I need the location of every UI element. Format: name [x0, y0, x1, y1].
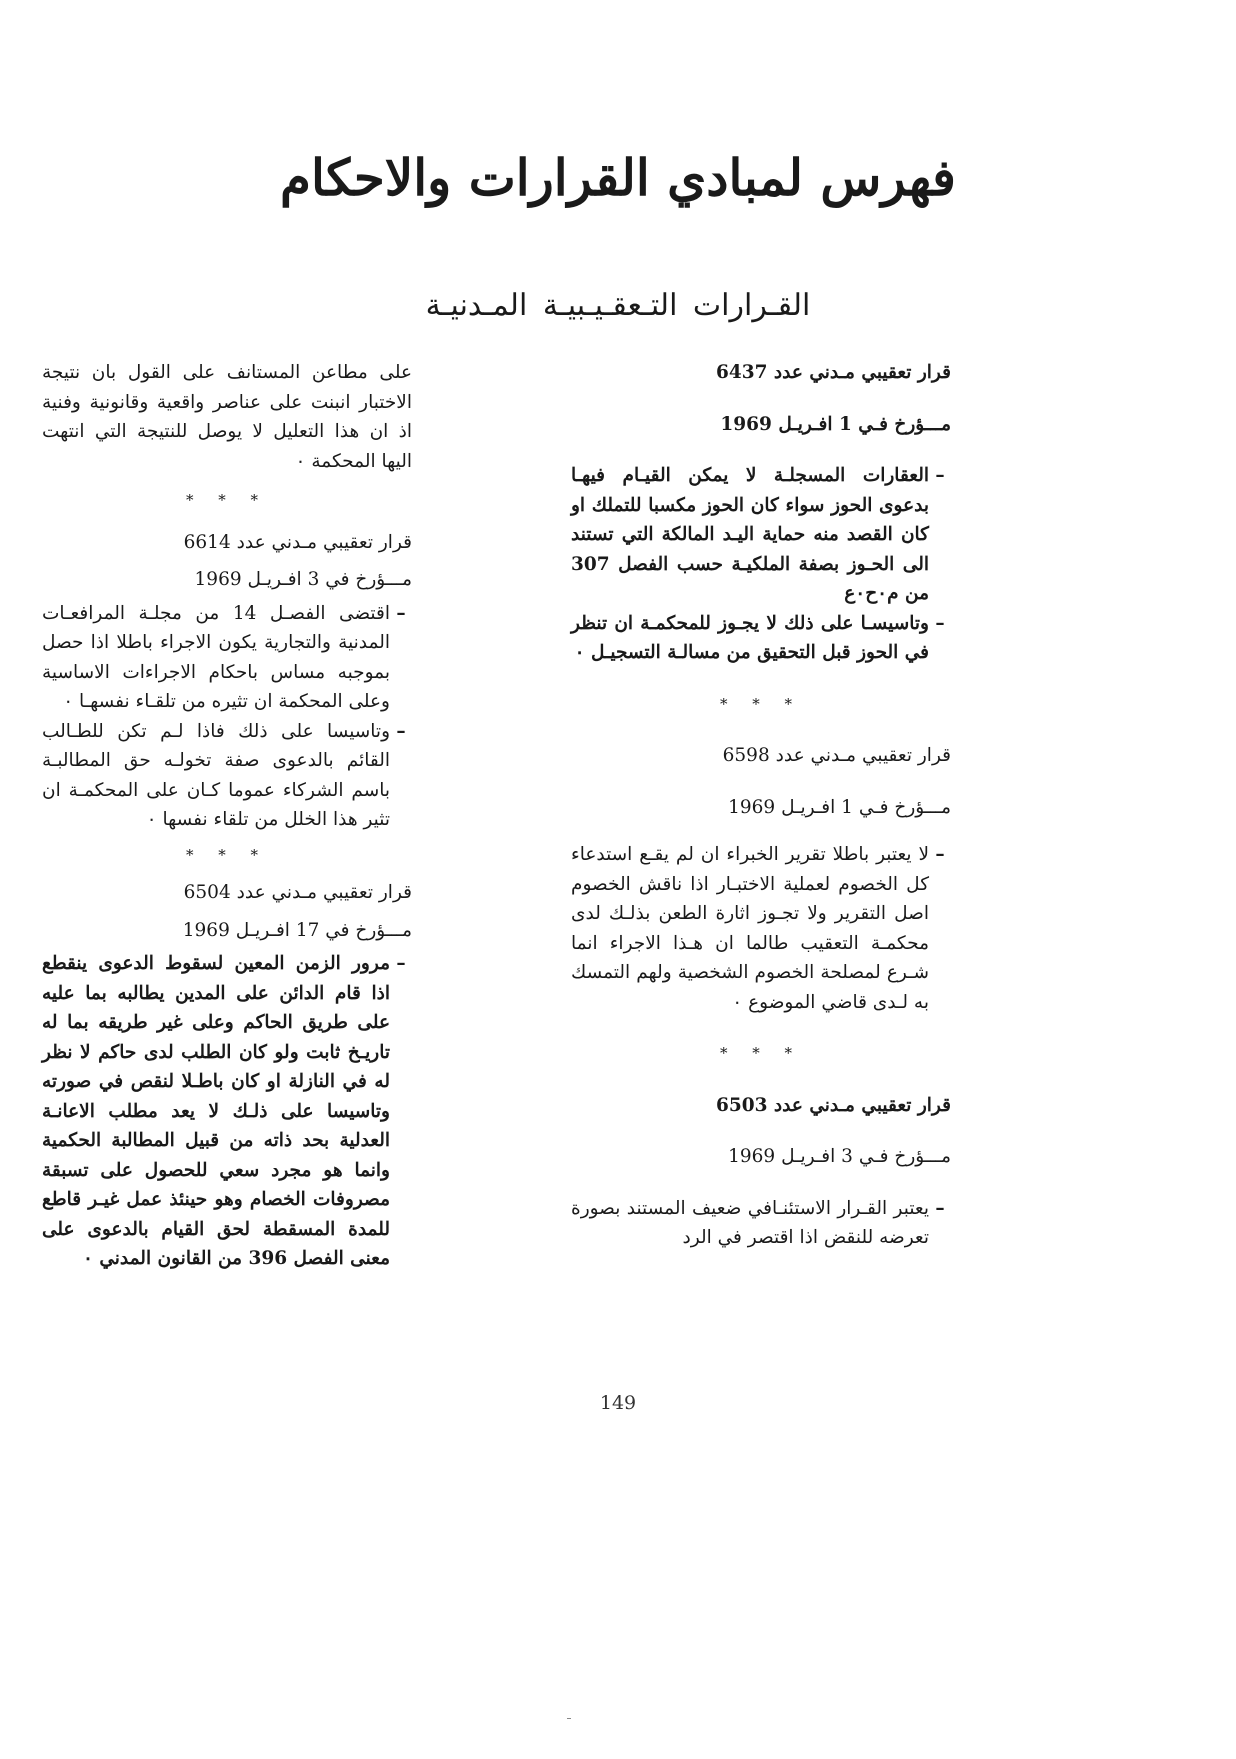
decision-heading: قرار تعقيبي مـدني عدد 6503	[715, 1094, 951, 1116]
decision-item-text: وتاسيسـا على ذلك لا يجـوز للمحكمـة ان تنظر في الحوز قبل التحقيق من مسالـة التسجيـل ٠	[571, 612, 929, 663]
decision-date: مـــؤرخ في 3 افـريـل 1969	[194, 569, 412, 590]
decision-item	[571, 840, 951, 1017]
decision-heading: قرار تعقيبي مـدني عدد 6598	[722, 745, 951, 766]
dash-bullet: –	[396, 602, 406, 624]
decision-item-text: مرور الزمن المعين لسقوط الدعوى ينقطع اذا قام الدائن على المدين يطالبه بما عليه على طريق الحاكم وعلى غير طريقه بما له تاريـخ ثابت ولو كان الطلب لدى حاكم لا نظر له في النازلة او كان باطـلا لنقص في صورته وتاسيسا على ذلـك لا يعد مطلب الاعانـة العدلية بحد ذاته من قبيل المطالبة الحكمية وانما هو مجرد سعي للحصول على تسبقة مصروفات الخصام وهو حينئذ عمل غيـر قاطع للمدة المسقطة لحق القيام بالدعوى على معنى الفصل 396 من القانون المدني ٠	[42, 953, 390, 1269]
decision-item	[42, 949, 412, 1274]
left-column	[42, 358, 412, 1274]
decision-item	[571, 1194, 951, 1253]
section-subtitle: القـرارات التـعقـيـبيـة المـدنيـة	[425, 288, 811, 323]
dash-bullet: –	[935, 844, 945, 865]
section-separator: * * *	[185, 491, 269, 509]
decision-heading: قرار تعقيبي مـدني عدد 6614	[183, 531, 412, 553]
page-number: 149	[599, 1392, 637, 1414]
decision-date: مـــؤرخ فـي 3 افـريـل 1969	[728, 1146, 951, 1167]
page-title: فهرس لمبادي القرارات والاحكام	[280, 148, 956, 207]
dash-bullet: –	[935, 1197, 945, 1219]
dash-bullet: –	[935, 612, 945, 634]
decision-item-text: العقارات المسجلـة لا يمكن القيـام فيهـا بدعوى الحوز سواء كان الحوز مكسبا للتملك او كان القصد منه حماية اليـد المالكة التي تستند الى الحـوز بصفة الملكيـة حسب الفصل 307 من م٠ح٠ع	[571, 465, 929, 604]
decision-item-text: لا يعتبر باطلا تقرير الخبراء ان لم يقـع استدعاء كل الخصوم لعملية الاختبـار اذا ناقش الخصوم اصل التقرير ولا تجـوز اثارة الطعن بذلـك لدى محكمـة التعقيب طالما ان هـذا الاجراء انما شـرع لمصلحة الخصوم الشخصية ولهم التمسك به لـدى قاضي الموضوع ٠	[571, 844, 929, 1013]
decision-date: مـــؤرخ في 17 افـريـل 1969	[182, 919, 412, 941]
decision-item	[571, 461, 951, 609]
decision-item	[42, 599, 412, 717]
decision-item-text: وتاسيسا على ذلك فاذا لـم تكن للطـالب القائم بالدعوى صفة تخولـه حق المطالبـة باسم الشركاء عموما كـان على المحكمـة ان تثير هذا الخلل من تلقاء نفسها ٠	[42, 720, 390, 830]
decision-date: مـــؤرخ فـي 1 افـريـل 1969	[720, 413, 951, 435]
dash-bullet: –	[396, 720, 406, 742]
decision-item	[571, 609, 951, 668]
decision-item	[42, 717, 412, 835]
decision-item-text: يعتبر القـرار الاستئنـافي ضعيف المستند بصورة تعرضه للنقض اذا اقتصر في الرد	[571, 1197, 929, 1248]
decision-heading: قرار تعقيبي مـدني عدد 6437	[715, 362, 951, 383]
dash-bullet: –	[935, 465, 945, 486]
decision-heading: قرار تعقيبي مـدني عدد 6504	[183, 882, 412, 903]
decision-date: مـــؤرخ فـي 1 افـريـل 1969	[728, 796, 951, 818]
continuation-paragraph: على مطاعن المستانف على القول بان نتيجة الاختبار انبنت على عناصر واقعية وقانونية وفنية اذ ان هذا التعليل لا يوصل للنتيجة التي انتهت اليها المحكمة ٠	[42, 362, 412, 472]
section-separator: * * *	[719, 1044, 803, 1062]
dash-bullet: –	[396, 953, 406, 974]
section-separator: * * *	[719, 694, 803, 713]
section-separator: * * *	[185, 845, 269, 864]
scan-speck	[567, 1718, 571, 1719]
decision-item-text: اقتضى الفصـل 14 من مجلـة المرافعـات المدنية والتجارية يكون الاجراء باطلا اذا حصل بموجبه مساس باحكام الاجراءات الاساسية وعلى المحكمة ان تثيره من تلقـاء نفسهـا ٠	[42, 602, 390, 712]
right-column	[571, 358, 951, 1253]
